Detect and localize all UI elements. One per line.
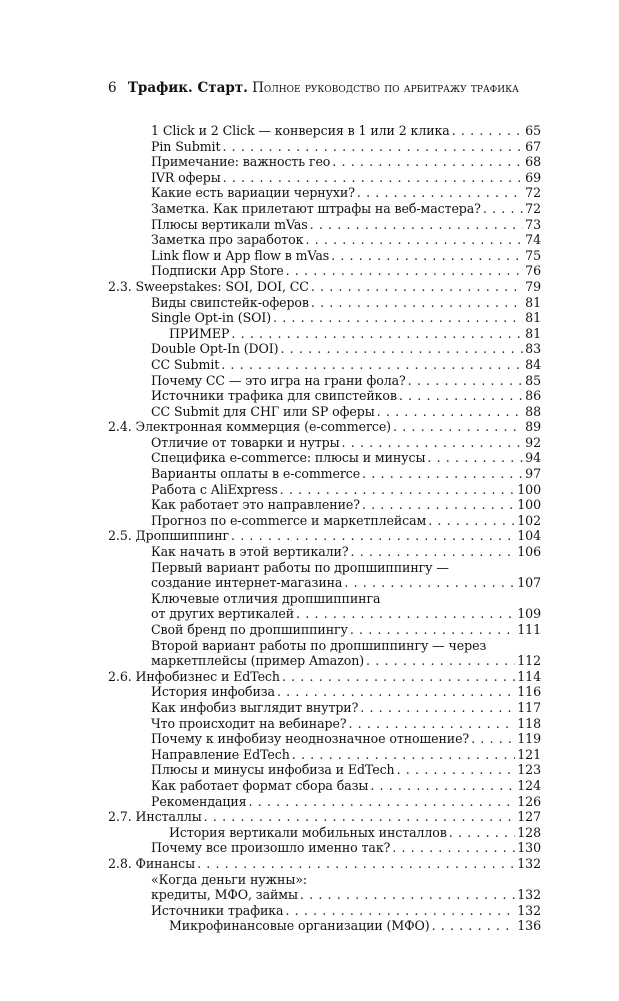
toc-entry [151,684,541,700]
toc-page-number: 65 [525,123,541,138]
toc-entry [151,232,541,248]
toc-entry-title: 2.3. Sweepstakes: SOI, DOI, CC [108,278,309,294]
dot-leader [296,606,515,622]
dot-leader [231,528,515,544]
toc-page-number: 132 [517,887,541,903]
toc-page-number: 74 [525,232,541,248]
toc-entry-row [151,716,541,732]
toc-entry-row [151,185,541,201]
toc-entry-title: Заметка про заработок [151,232,304,248]
toc-entry-row [151,373,541,389]
dot-leader [366,653,515,669]
toc-entry-row [151,747,541,763]
table-of-contents [0,123,619,934]
toc-page-number: 126 [517,793,541,809]
toc-entry-title: 2.4. Электронная коммерция (e-commerce) [108,419,391,435]
dot-leader [342,435,524,451]
toc-entry-row [151,794,541,810]
toc-entry-title: создание интернет-магазина [151,575,343,591]
toc-entry-row [151,450,541,466]
dot-leader [408,373,524,389]
toc-page-number: 73 [525,216,541,232]
toc-entry [151,450,541,466]
toc-entry-title: CC Submit для СНГ или SP оферы [151,403,375,419]
toc-entry [151,341,541,357]
toc-page-number: 106 [517,544,541,560]
toc-entry-title: CC Submit [151,356,220,372]
dot-leader [222,139,523,155]
toc-entry-row [151,544,541,560]
toc-page-number: 69 [525,169,541,185]
toc-entry-title: IVR оферы [151,169,221,185]
toc-entry-title: Плюсы и минусы инфобиза и EdTech [151,762,395,778]
dot-leader [483,201,523,217]
toc-page-number: 72 [525,200,541,216]
toc-entry [151,185,541,201]
dot-leader [249,794,516,810]
toc-page-number: 89 [525,419,541,435]
toc-page-number: 97 [525,466,541,482]
toc-entry-title: Микрофинансовые организации (МФО) [169,918,430,934]
dot-leader [285,903,515,919]
toc-entry-row [151,123,541,139]
toc-page-number: 117 [517,699,541,715]
toc-page-number: 100 [517,481,541,497]
toc-section-entry [108,419,541,435]
dot-leader [362,497,515,513]
book-title-long: Полное руководство по арбитражу трафика [252,80,519,96]
toc-page-number: 104 [517,528,541,544]
toc-entry [151,638,541,669]
dot-leader [344,575,515,591]
toc-entry-title: Почему к инфобизу неоднозначное отношение? [151,731,470,747]
toc-entry-title-line: Ключевые отличия дропшиппинга [151,590,381,606]
toc-entry-title-line: «Когда деньги нужны»: [151,871,308,887]
toc-page-number: 114 [517,668,541,684]
toc-entry [151,466,541,482]
toc-section-entry [108,528,541,544]
toc-entry-title: Почему CC — это игра на грани фола? [151,372,406,388]
toc-entry [151,154,541,170]
toc-page-number: 100 [517,497,541,513]
dot-leader [197,856,515,872]
toc-entry-title: 2.6. Инфобизнес и EdTech [108,668,280,684]
toc-entry [169,918,541,934]
toc-entry-title: Single Opt-in (SOI) [151,310,272,326]
dot-leader [357,185,523,201]
toc-entry [151,731,541,747]
toc-entry-title: Double Opt-In (DOI) [151,341,279,357]
dot-leader [282,669,515,685]
toc-entry-title: Как инфобиз выглядит внутри? [151,699,359,715]
toc-page-number: 116 [517,684,541,700]
toc-page-number: 128 [517,824,541,840]
toc-page-number: 118 [517,715,541,731]
toc-entry-title: Заметка. Как прилетают штрафы на веб-мастера? [151,200,481,216]
toc-entry [151,482,541,498]
dot-leader [331,248,523,264]
toc-entry-title: Специфика e-commerce: плюсы и минусы [151,450,426,466]
toc-entry [151,716,541,732]
toc-section-entry [108,669,541,685]
dot-leader [273,310,523,326]
dot-leader [428,513,515,529]
toc-entry-row [151,310,541,326]
toc-entry-title: Источники трафика [151,902,284,918]
dot-leader [221,357,523,373]
dot-leader [432,918,516,934]
toc-entry-title: Свой бренд по дропшиппингу [151,622,348,637]
toc-entry-title: Прогноз по e-commerce и маркетплейсам [151,512,427,528]
dot-leader [332,154,523,170]
toc-page-number: 75 [525,247,541,263]
toc-page-number: 81 [525,294,541,310]
toc-entry-title: Link flow и App flow в mVas [151,247,330,263]
toc-entry-row [151,404,541,420]
toc-entry-row [151,778,541,794]
toc-page-number: 119 [517,731,541,747]
dot-leader [280,341,523,357]
toc-entry [151,217,541,233]
toc-entry-title: Что происходит на вебинаре? [151,715,347,731]
toc-page-number: 76 [525,263,541,279]
toc-entry [151,373,541,389]
dot-leader [452,123,523,139]
toc-entry-title: Какие есть вариации чернухи? [151,185,355,201]
toc-entry-title: Отличие от товарки и нутры [151,434,340,450]
toc-page-number: 84 [525,356,541,372]
dot-leader [286,263,524,279]
toc-entry-row [108,279,541,295]
toc-entry-title: Рекомендация [151,793,247,809]
dot-leader [392,840,515,856]
toc-page-number: 109 [517,606,541,622]
toc-entry-row [151,700,541,716]
toc-entry-title: Как начать в этой вертикали? [151,544,349,560]
toc-page-number: 92 [525,434,541,450]
toc-entry-title: маркетплейсы (пример Amazon) [151,653,365,669]
toc-entry [151,762,541,778]
toc-entry [151,794,541,810]
toc-entry-row [151,357,541,373]
toc-entry [151,357,541,373]
toc-entry-title: Варианты оплаты в e-commerce [151,466,361,482]
toc-entry-row [151,466,541,482]
toc-entry-row [151,762,541,778]
dot-leader [350,622,515,638]
toc-entry-title: История вертикали мобильных инсталлов [169,824,447,840]
toc-entry [151,747,541,763]
toc-entry-row [151,482,541,498]
toc-entry-title: Направление EdTech [151,746,290,762]
toc-entry-row [151,497,541,513]
dot-leader [377,404,524,420]
toc-entry-title: Виды свипстейк-оферов [151,294,309,310]
toc-page-number: 127 [517,809,541,825]
toc-entry-title: Работа с AliExpress [151,481,278,497]
toc-entry-row [108,669,541,685]
toc-page-number: 136 [517,918,541,934]
toc-entry-row [151,684,541,700]
toc-page-number: 72 [525,185,541,201]
toc-entry-row [151,575,541,591]
toc-entry [151,310,541,326]
toc-entry-title: Примечание: важность гео [151,154,331,170]
toc-entry [151,248,541,264]
toc-entry-row [151,388,541,404]
toc-entry-title: от других вертикалей [151,606,295,622]
dot-leader [305,232,523,248]
dot-leader [370,778,515,794]
toc-entry-title: Как работает это направление? [151,497,360,513]
toc-entry-title: Почему все произошло именно так? [151,840,391,856]
dot-leader [300,887,515,903]
toc-entry-row [151,248,541,264]
toc-entry-row [108,528,541,544]
toc-entry-row [151,513,541,529]
dot-leader [310,217,524,233]
toc-entry [151,139,541,155]
toc-entry-row [151,887,541,903]
toc-entry-row [151,731,541,747]
dot-leader [397,762,516,778]
toc-page-number: 79 [525,278,541,294]
toc-page-number: 112 [517,653,541,669]
toc-entry [151,201,541,217]
toc-entry-row [151,139,541,155]
toc-page-number: 132 [517,902,541,918]
toc-entry-title: История инфобиза [151,684,275,700]
toc-page-number: 67 [525,138,541,154]
dot-leader [292,747,516,763]
toc-entry [151,435,541,451]
toc-entry [151,388,541,404]
toc-entry-title: 1 Click и 2 Click — конверсия в 1 или 2 клика [151,123,450,138]
toc-entry-title: 2.7. Инсталлы [108,809,202,825]
running-header [108,80,568,96]
dot-leader [204,809,516,825]
toc-entry [151,840,541,856]
toc-entry-row [151,263,541,279]
dot-leader [362,466,523,482]
toc-entry-row [151,606,541,622]
toc-page-number: 123 [517,762,541,778]
toc-entry [151,263,541,279]
toc-entry [151,903,541,919]
toc-entry-title: Как работает формат сбора базы [151,777,369,793]
toc-page-number: 83 [525,341,541,357]
book-title-short: Трафик. Старт. [127,80,248,96]
toc-entry-row [169,825,541,841]
toc-entry [151,404,541,420]
toc-entry-title: Источники трафика для свипстейков [151,388,397,404]
dot-leader [449,825,515,841]
toc-page-number: 85 [525,372,541,388]
dot-leader [311,295,523,311]
toc-entry [151,560,541,591]
toc-page-number: 130 [517,840,541,856]
toc-entry [151,872,541,903]
toc-entry [151,591,541,622]
toc-entry-row [169,326,541,342]
dot-leader [231,326,523,342]
toc-entry-title-line: Второй вариант работы по дропшиппингу — через [151,637,487,653]
toc-entry-row [151,295,541,311]
toc-entry-row [151,622,541,638]
toc-section-entry [108,809,541,825]
toc-page-number: 88 [525,403,541,419]
toc-page-number: 132 [517,855,541,871]
toc-entry-title: Подписки App Store [151,263,284,279]
dot-leader [280,482,516,498]
dot-leader [399,388,523,404]
dot-leader [348,716,515,732]
toc-entry-row [151,435,541,451]
toc-entry-row [151,653,541,669]
toc-entry-row [151,903,541,919]
toc-entry [151,700,541,716]
toc-entry-title: Pin Submit [151,138,221,154]
dot-leader [350,544,515,560]
toc-entry [151,497,541,513]
toc-entry [151,170,541,186]
toc-entry-title-line: Первый вариант работы по дропшиппингу — [151,559,449,575]
toc-entry [169,825,541,841]
toc-entry [151,544,541,560]
toc-page-number: 68 [525,154,541,170]
dot-leader [393,419,523,435]
toc-entry-title: Плюсы вертикали mVas [151,216,308,232]
toc-entry-title: 2.5. Дропшиппинг [108,528,229,544]
toc-entry-row [151,201,541,217]
toc-entry-row [151,840,541,856]
dot-leader [277,684,515,700]
toc-entry-row [151,154,541,170]
toc-entry-row [108,419,541,435]
toc-entry-row [151,170,541,186]
toc-page-number: 94 [525,450,541,466]
toc-entry-row [151,217,541,233]
page-number: 6 [108,80,117,96]
toc-entry [151,513,541,529]
toc-entry-title: ПРИМЕР [169,325,230,341]
toc-entry-row [151,232,541,248]
toc-page-number: 111 [517,622,541,637]
toc-entry [151,295,541,311]
toc-entry [151,123,541,139]
dot-leader [223,170,524,186]
toc-entry [151,622,541,638]
dot-leader [471,731,515,747]
toc-entry-title: кредиты, МФО, займы [151,887,298,903]
toc-entry-title: 2.8. Финансы [108,855,196,871]
toc-section-entry [108,279,541,295]
toc-page-number: 121 [517,746,541,762]
dot-leader [311,279,523,295]
toc-entry [151,778,541,794]
toc-entry-row [108,809,541,825]
toc-entry [169,326,541,342]
toc-entry-row [108,856,541,872]
toc-page-number: 124 [517,777,541,793]
toc-page-number: 86 [525,388,541,404]
toc-entry-row [169,918,541,934]
dot-leader [427,450,523,466]
toc-section-entry [108,856,541,872]
dot-leader [360,700,515,716]
toc-entry-row [151,341,541,357]
toc-page-number: 81 [525,325,541,341]
toc-page-number: 102 [517,512,541,528]
toc-page-number: 81 [525,310,541,326]
toc-page-number: 107 [517,575,541,591]
